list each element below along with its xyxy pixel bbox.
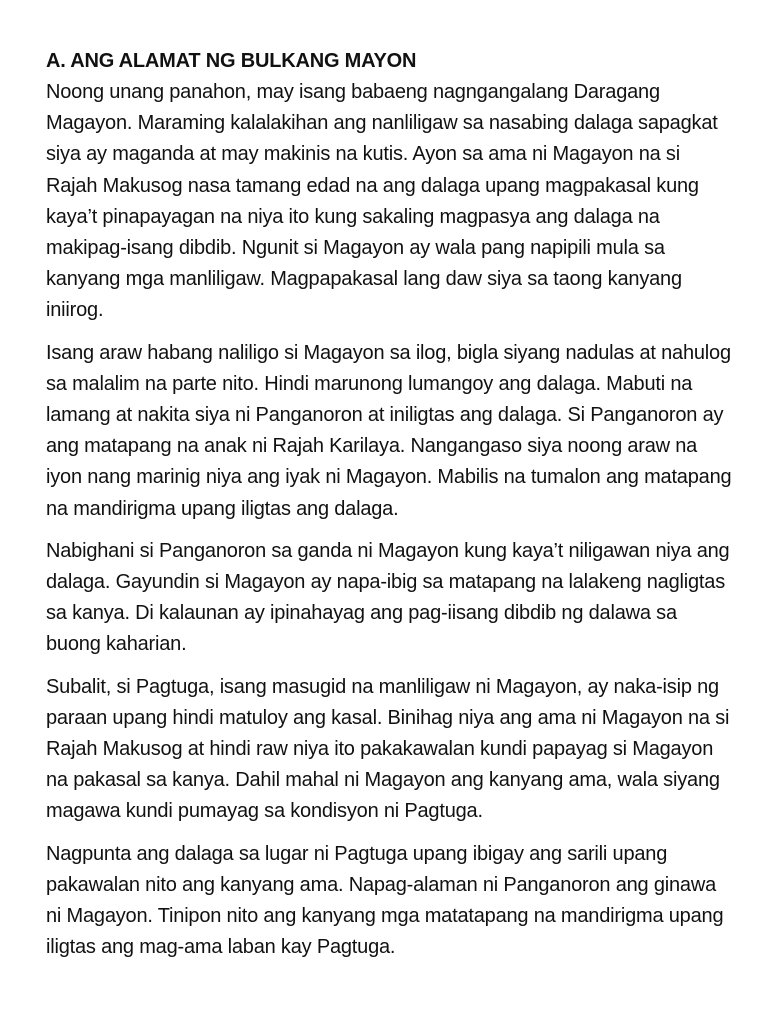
paragraph-2: Isang araw habang naliligo si Magayon sa ilog, bigla siyang nadulas at nahulog sa malalim na parte nito. Hindi marunong lumangoy ang dalaga. Mabuti na lamang at nakita siya ni Panganoron at iniligtas ang dalaga. Si Panganoron ay ang matapang na anak ni Rajah Karilaya. Nangangaso siya noong araw na iyon nang marinig niya ang iyak ni Magayon. Mabilis na tumalon ang matapang na mandirigma upang iligtas ang dalaga.	[46, 341, 732, 520]
document-page	[46, 46, 736, 974]
document-title: A. ANG ALAMAT NG BULKANG MAYON	[46, 50, 417, 72]
paragraph-1: Noong unang panahon, may isang babaeng nagngangalang Daragang Magayon. Maraming kalalakihan ang nanliligaw sa nasabing dalaga sapagkat siya ay maganda at may makinis na kutis. Ayon sa ama ni Magayon na si Rajah Makusog nasa tamang edad na ang dalaga upang magpakasal kung kaya’t pinapayagan na niya ito kung sakaling magpasya ang dalaga na makipag-isang dibdib. Ngunit si Magayon ay wala pang napipili mula sa kanyang mga manliligaw. Magpapakasal lang daw siya sa taong kanyang iniirog.	[46, 81, 718, 322]
paragraph-5: Nagpunta ang dalaga sa lugar ni Pagtuga upang ibigay ang sarili upang pakawalan nito ang kanyang ama. Napag-alaman ni Panganoron ang ginawa ni Magayon. Tinipon nito ang kanyang mga matatapang na mandirigma upang iligtas ang mag-ama laban kay Pagtuga.	[46, 842, 724, 959]
paragraph-4: Subalit, si Pagtuga, isang masugid na manliligaw ni Magayon, ay naka-isip ng paraan upang hindi matuloy ang kasal. Binihag niya ang ama ni Magayon na si Rajah Makusog at hindi raw niya ito pakakawalan kundi papayag si Magayon na pakasal sa kanya. Dahil mahal ni Magayon ang kanyang ama, wala siyang magawa kundi pumayag sa kondisyon ni Pagtuga.	[46, 675, 730, 823]
paragraph-3: Nabighani si Panganoron sa ganda ni Magayon kung kaya’t niligawan niya ang dalaga. Gayundin si Magayon ay napa-ibig sa matapang na lalakeng nagligtas sa kanya. Di kalaunan ay ipinahayag ang pag-iisang dibdib ng dalawa sa buong kaharian.	[46, 539, 730, 656]
